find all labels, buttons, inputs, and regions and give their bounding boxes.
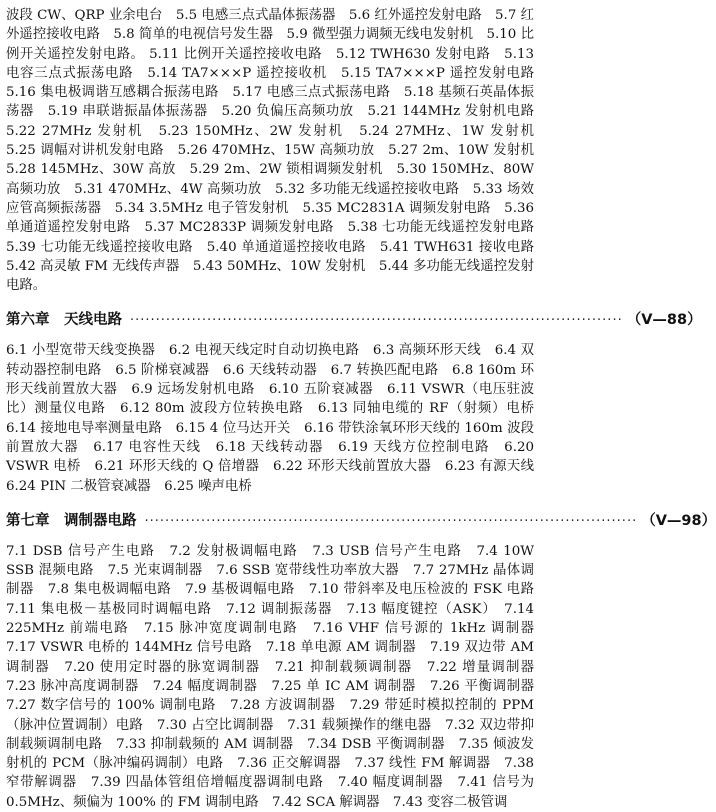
dot-leader — [145, 509, 638, 535]
chapter6-title: 第六章 天线电路 — [6, 312, 122, 329]
chapter6-entries: 6.1 小型宽带天线变换器 6.2 电视天线定时自动切换电路 6.3 高频环形天线 6.4 双转动器控制电路 6.5 阶梯衰减器 6.6 天线转动器 6.7 转换匹配电路 6.8 160m 环形天线前置放大器 6.9 远场发射机电路 6.10 五阶衰减器 6.11 VSWR（电压驻波比）测量仪电路 6.12 80m 波段方位转换电路 6.13 同轴电缆的 RF（射频）电桥 6.14 接地电导率测量电路 6.15 4 位马达开关 6.16 带铁涂氧环形天线的 160m 波段前置放大器 6.17 电容性天线 6.18 天线转动器 6.19 天线方位控制电路 6.20 VSWR 电桥 6.21 环形天线的 Q 倍增器 6.22 环形天线前置放大器 6.23 有源天线 6.24 PIN 二极管衰减器 6.25 噪声电桥 — [6, 343, 548, 494]
chapter7-list — [6, 542, 548, 812]
chapter6-list — [6, 341, 548, 495]
chapter6-page-ref: （V—88） — [626, 312, 702, 329]
dot-leader — [130, 308, 623, 334]
section5-entries: 波段 CW、QRP 业余电台 5.5 电感三点式晶体振荡器 5.6 红外遥控发射电路 5.7 红外遥控接收电路 5.8 简单的电视信号发生器 5.9 微型强力调频无线电发射机 5.10 比例开关遥控发射电路。 5.11 比例开关遥控接收电路 5.12 TWH630 发射电路 5.13 电容三点式振荡电路 5.14 TA7×××P 遥控接收机 5.15 TA7×××P 遥控发射电路 5.16 集电极调谐互感耦合振荡电路 5.17 电感三点式振荡电路 5.18 基频石英晶体振荡器 5.19 串联谐振晶体振荡器 5.20 负偏压高频功放 5.21 144MHz 发射机电路 5.22 27MHz 发射机 5.23 150MHz、2W 发射机 5.24 27MHz、1W 发射机 5.25 调幅对讲机发射电路 5.26 470MHz、15W 高频功放 5.27 2m、10W 发射机 5.28 145MHz、30W 高放 5.29 2m、2W 锁相调频发射机 5.30 150MHz、80W 高频功放 5.31 470MHz、4W 高频功放 5.32 多功能无线遥控接收电路 5.33 场效应管高频振荡器 5.34 3.5MHz 电子管发射机 5.35 MC2831A 调频发射电路 5.36 单通道遥控发射电路 5.37 MC2833P 调频发射电路 5.38 七功能无线遥控发射电路 5.39 七功能无线遥控接收电路 5.40 单通道遥控接收电路 5.41 TWH631 接收电路 5.42 高灵敏 FM 无线传声器 5.43 50MHz、10W 发射机 5.44 多功能无线遥控发射电路。 — [6, 8, 548, 294]
chapter6-heading — [6, 307, 702, 333]
chapter7-title: 第七章 调制器电路 — [6, 512, 137, 529]
chapter7-page-ref: （V—98） — [641, 512, 716, 529]
chapter7-heading — [6, 508, 716, 534]
chapter7-entries: 7.1 DSB 信号产生电路 7.2 发射极调幅电路 7.3 USB 信号产生电路 7.4 10W SSB 混频电路 7.5 光束调制器 7.6 SSB 宽带线性功率放大器 7.7 27MHz 晶体调制器 7.8 集电极调幅电路 7.9 基极调幅电路 7.10 带斜率及电压检波的 FSK 电路 7.11 集电极－基极同时调幅电路 7.12 调制振荡器 7.13 幅度键控（ASK） 7.14 225MHz 前端电路 7.15 脉冲宽度调制电路 7.16 VHF 信号源的 1kHz 调制器 7.17 VSWR 电桥的 144MHz 信号电路 7.18 单电源 AM 调制器 7.19 双边带 AM 调制器 7.20 使用定时器的脉宽调制器 7.21 抑制载频调制器 7.22 增量调制器 7.23 脉冲高度调制器 7.24 幅度调制器 7.25 单 IC AM 调制器 7.26 平衡调制器 7.27 数字信号的 100% 调制电路 7.28 方波调制器 7.29 带延时模拟控制的 PPM（脉冲位置调制）电路 7.30 占空比调制器 7.31 载频操作的继电器 7.32 双边带抑制载频调制电路 7.33 抑制载频的 AM 调制器 7.34 DSB 平衡调制器 7.35 倾波发射机的 PCM（脉冲编码调制）电路 7.36 正交解调器 7.37 线性 FM 解调器 7.38 窄带解调器 7.39 四晶体管组倍增幅度器调制电路 7.40 幅度调制器 7.41 信号为 0.5MHz、频偏为 100% 的 FM 调制电路 7.42 SCA 解调器 7.43 变容二极管调 — [6, 543, 548, 810]
section5-list — [6, 6, 548, 295]
